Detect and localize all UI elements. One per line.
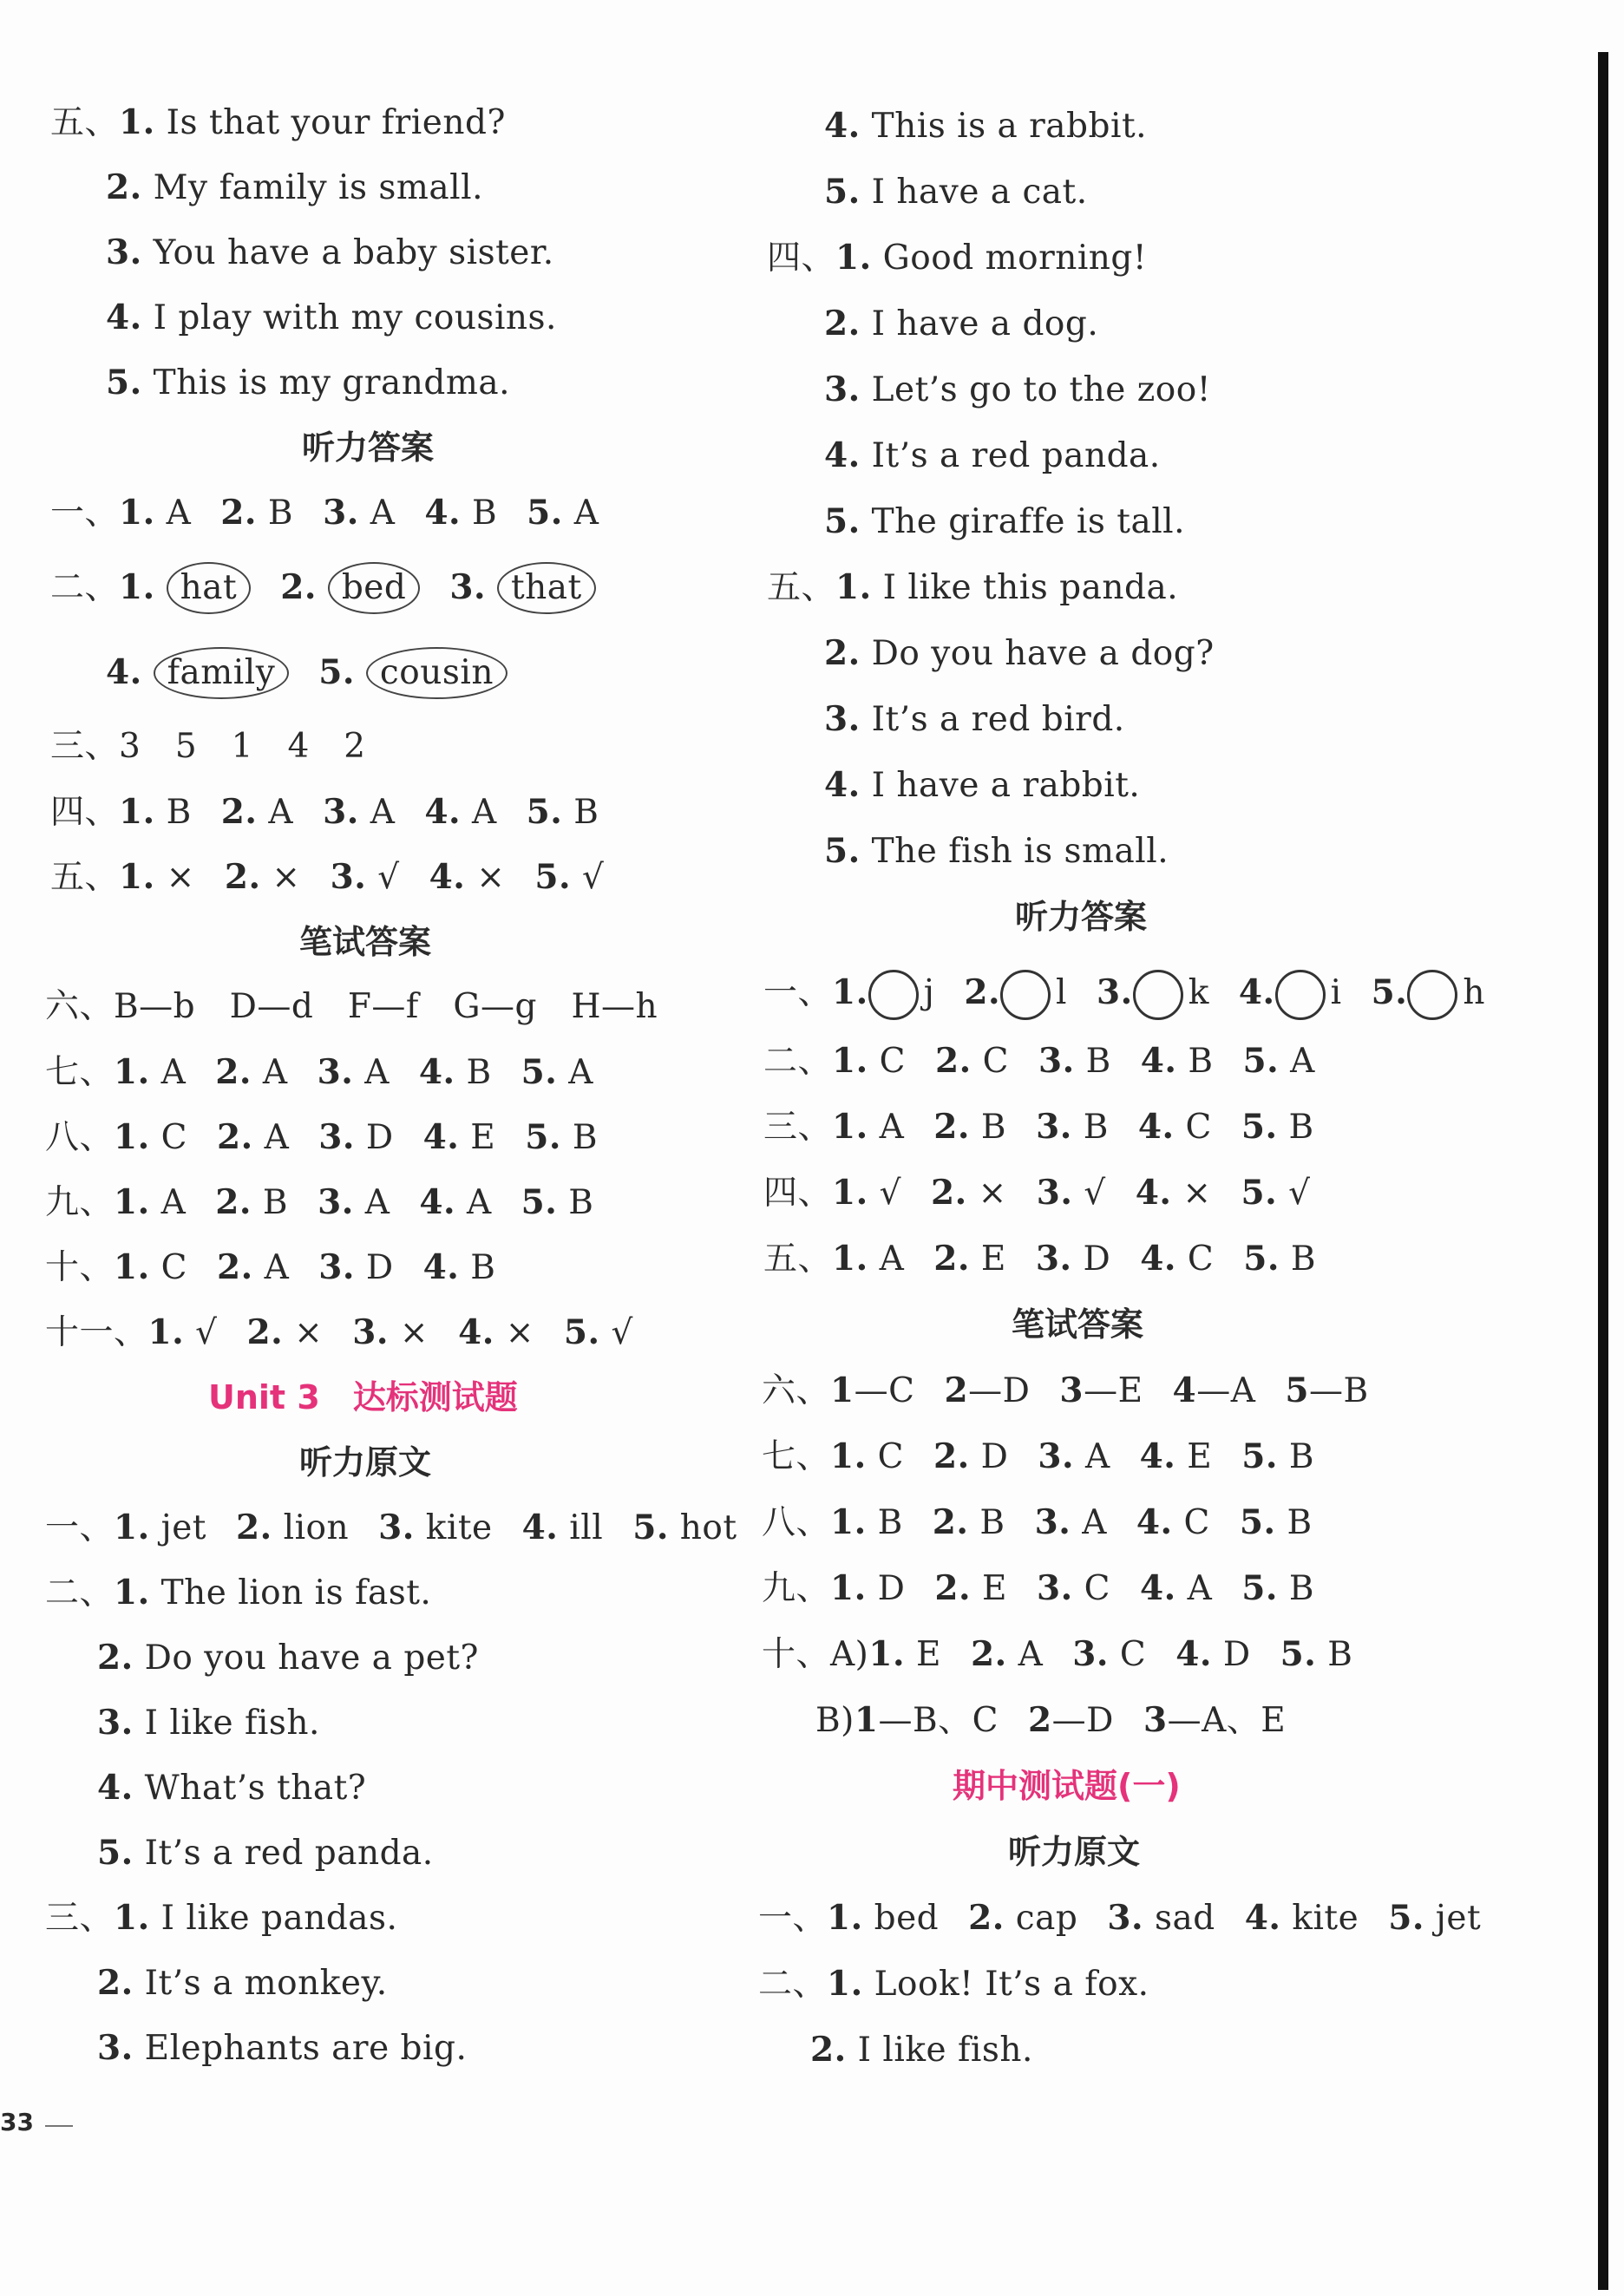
page-number: 33 <box>0 2108 34 2136</box>
answer-line: 九、1. D 2. E 3. C 4. A 5. B <box>762 1568 1315 1608</box>
answer-line: 2. My family is small. <box>106 167 483 207</box>
answer-line: 五、1. I like this panda. <box>767 567 1179 607</box>
answer-line: 十、1. C 2. A 3. D 4. B <box>45 1247 496 1287</box>
answer-line: 5. The fish is small. <box>824 831 1169 871</box>
unit-title: Unit 3 达标测试题 <box>208 1378 518 1416</box>
answer-line: 3. Elephants are big. <box>97 2028 468 2068</box>
answer-line: 六、1—C 2—D 3—E 4—A 5—B <box>762 1370 1369 1410</box>
section-heading: 听力原文 <box>1008 1833 1141 1871</box>
circled-word: cousin <box>366 647 508 699</box>
answer-line: 3. It’s a red bird. <box>824 699 1125 739</box>
section-heading: 听力原文 <box>299 1443 432 1482</box>
circled-word: family <box>154 647 290 699</box>
answer-line: 七、1. C 2. D 3. A 4. E 5. B <box>762 1436 1315 1476</box>
answer-line: 二、1. Look! It’s a fox. <box>758 1964 1149 2004</box>
answer-line: 四、1. Good morning! <box>767 238 1148 278</box>
answer-line: 3. I like fish. <box>97 1703 320 1743</box>
answer-line: 2. I have a dog. <box>824 304 1099 343</box>
answer-line: 2. I like fish. <box>810 2030 1033 2070</box>
section-heading: 听力答案 <box>1015 898 1148 936</box>
section-heading: 听力答案 <box>302 428 435 467</box>
section-heading: 笔试答案 <box>299 923 432 961</box>
blank-circle <box>1133 970 1183 1020</box>
circled-word: that <box>497 562 596 614</box>
answer-line: 3. Let’s go to the zoo! <box>824 370 1211 409</box>
answer-line: 2. Do you have a dog? <box>824 633 1215 673</box>
answer-line: 八、1. C 2. A 3. D 4. E 5. B <box>45 1117 599 1157</box>
answer-line: 5. The giraffe is tall. <box>824 501 1186 541</box>
answer-line: 3. You have a baby sister. <box>106 232 554 272</box>
circled-word: hat <box>167 562 252 614</box>
blank-circle <box>1000 970 1051 1020</box>
answer-line: 三、1. A 2. B 3. B 4. C 5. B <box>763 1107 1314 1147</box>
blank-circle <box>1275 970 1326 1020</box>
section-heading: 笔试答案 <box>1012 1305 1144 1344</box>
answer-line: B)1—B、C 2—D 3—A、E <box>815 1700 1287 1740</box>
answer-line: 七、1. A 2. A 3. A 4. B 5. A <box>45 1052 593 1092</box>
answer-line: 四、1. B 2. A 3. A 4. A 5. B <box>50 792 599 832</box>
blank-circle <box>868 970 919 1020</box>
answer-line: 5. I have a cat. <box>824 172 1088 212</box>
page-number-dash <box>45 2125 73 2127</box>
answer-line: 5. This is my grandma. <box>106 363 510 402</box>
unit-title: 期中测试题(一) <box>953 1767 1181 1805</box>
answer-line: 九、1. A 2. B 3. A 4. A 5. B <box>45 1182 594 1222</box>
answer-line: 十一、1. √ 2. × 3. × 4. × 5. √ <box>45 1312 633 1352</box>
answer-line: 六、B—b D—d F—f G—g H—h <box>45 987 658 1026</box>
answer-line: 5. It’s a red panda. <box>97 1833 434 1873</box>
answer-line: 三、3 5 1 4 2 <box>50 727 366 766</box>
answer-line: 五、1. Is that your friend? <box>50 102 506 142</box>
answer-line: 十、A)1. E 2. A 3. C 4. D 5. B <box>762 1634 1353 1674</box>
answer-line: 一、1. j 2. l 3. k 4. i 5. h <box>763 970 1485 1020</box>
answer-line: 2. It’s a monkey. <box>97 1963 388 2003</box>
answer-line: 一、1. jet 2. lion 3. kite 4. ill 5. hot <box>45 1508 737 1547</box>
answer-line: 4. I have a rabbit. <box>824 765 1141 805</box>
page-binding-edge <box>1598 52 1608 2290</box>
answer-line: 4. It’s a red panda. <box>824 435 1161 475</box>
answer-line: 二、1. C 2. C 3. B 4. B 5. A <box>763 1041 1315 1081</box>
answer-line: 八、1. B 2. B 3. A 4. C 5. B <box>762 1502 1313 1542</box>
answer-line: 五、1. × 2. × 3. √ 4. × 5. √ <box>50 857 605 897</box>
answer-line: 一、1. A 2. B 3. A 4. B 5. A <box>50 493 599 533</box>
answer-line: 四、1. √ 2. × 3. √ 4. × 5. √ <box>763 1173 1311 1213</box>
answer-line: 4. What’s that? <box>97 1768 367 1808</box>
answer-line: 三、1. I like pandas. <box>45 1898 398 1938</box>
answer-line: 4. I play with my cousins. <box>106 298 557 337</box>
answer-line: 二、1. hat 2. bed 3. that <box>50 562 596 614</box>
answer-line: 2. Do you have a pet? <box>97 1638 479 1678</box>
answer-line: 4. family 5. cousin <box>106 647 508 699</box>
blank-circle <box>1407 970 1457 1020</box>
answer-line: 一、1. bed 2. cap 3. sad 4. kite 5. jet <box>758 1898 1482 1938</box>
answer-line: 二、1. The lion is fast. <box>45 1573 432 1612</box>
circled-word: bed <box>328 562 421 614</box>
answer-line: 五、1. A 2. E 3. D 4. C 5. B <box>763 1239 1317 1279</box>
answer-line: 4. This is a rabbit. <box>824 106 1148 146</box>
